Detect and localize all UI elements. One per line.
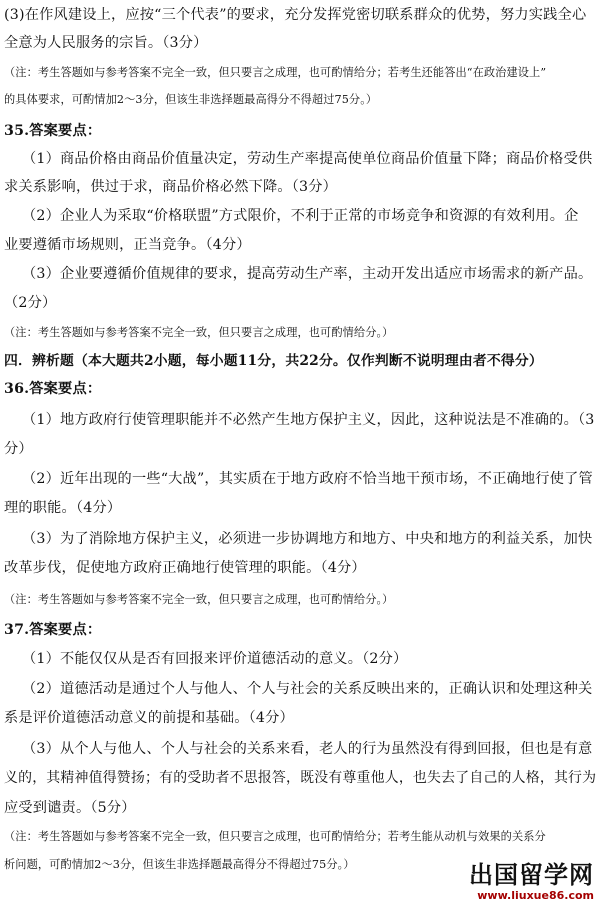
- note-34-line-2: 的具体要求，可酌情加2～3分，但该生非选择题最高得分不得超过75分。）: [4, 93, 378, 106]
- answer-37-3-line-1: （3）从个人与他人、个人与社会的关系来看，老人的行为虽然没有得到回报，但也是有意: [22, 741, 593, 757]
- note-37-line-1: （注：考生答题如与参考答案不完全一致，但只要言之成理，也可酌情给分；若考生能从动机与效果的关系分: [4, 830, 546, 843]
- question-35-heading: 35.答案要点：: [4, 123, 102, 139]
- answer-35-3-line-2: （2分）: [4, 295, 57, 311]
- answer-34-3-line-2: 全意为人民服务的宗旨。（3分）: [4, 35, 208, 51]
- section-4-heading: 四．辨析题（本大题共2小题，每小题11分，共22分。仅作判断不说明理由者不得分）: [4, 353, 543, 369]
- answer-37-2-line-2: 系是评价道德活动意义的前提和基础。（4分）: [4, 710, 294, 726]
- answer-37-1: （1）不能仅仅从是否有回报来评价道德活动的意义。（2分）: [22, 651, 408, 667]
- answer-34-3-line-1: (3)在作风建设上，应按“三个代表”的要求，充分发挥党密切联系群众的优势，努力实践全心: [4, 7, 587, 23]
- answer-36-3-line-2: 改革步伐，促使地方政府正确地行使管理的职能。（4分）: [4, 560, 366, 576]
- question-36-heading: 36.答案要点：: [4, 381, 102, 397]
- answer-35-1-line-2: 求关系影响，供过于求，商品价格必然下降。（3分）: [4, 179, 338, 195]
- answer-36-3-line-1: （3）为了消除地方保护主义，必须进一步协调地方和地方、中央和地方的利益关系，加快: [22, 531, 593, 547]
- answer-36-1-line-2: 分）: [4, 441, 33, 457]
- answer-35-1-line-1: （1）商品价格由商品价值量决定，劳动生产率提高使单位商品价值量下降；商品价格受供: [22, 151, 593, 167]
- note-35: （注：考生答题如与参考答案不完全一致，但只要言之成理，也可酌情给分。）: [4, 326, 394, 339]
- question-37-heading: 37.答案要点：: [4, 622, 102, 638]
- answer-35-2-line-2: 业要遵循市场规则，正当竞争。（4分）: [4, 237, 251, 253]
- site-watermark: [469, 861, 594, 902]
- watermark-name: 出国留学网: [469, 861, 594, 889]
- answer-37-3-line-3: 应受到谴责。（5分）: [4, 800, 136, 816]
- answer-36-1-line-1: （1）地方政府行使管理职能并不必然产生地方保护主义，因此，这种说法是不准确的。（3: [22, 412, 595, 428]
- answer-37-2-line-1: （2）道德活动是通过个人与他人、个人与社会的关系反映出来的，正确认识和处理这种关: [22, 681, 593, 697]
- watermark-url: www.liuxue86.com: [477, 889, 594, 902]
- answer-37-3-line-2: 义的，其精神值得赞扬；有的受助者不思报答，既没有尊重他人，也失去了自己的人格，其行为: [4, 770, 597, 786]
- note-36: （注：考生答题如与参考答案不完全一致，但只要言之成理，也可酌情给分。）: [4, 593, 394, 606]
- answer-35-3-line-1: （3）企业要遵循价值规律的要求，提高劳动生产率，主动开发出适应市场需求的新产品。: [22, 266, 593, 282]
- answer-36-2-line-2: 理的职能。（4分）: [4, 500, 122, 516]
- answer-36-2-line-1: （2）近年出现的一些“大战”，其实质在于地方政府不恰当地干预市场，不正确地行使了管: [22, 471, 593, 487]
- answer-35-2-line-1: （2）企业人为采取“价格联盟”方式限价，不利于正常的市场竞争和资源的有效利用。企: [22, 208, 579, 224]
- note-37-line-2: 析问题，可酌情加2～3分，但该生非选择题最高得分不得超过75分。）: [4, 858, 355, 871]
- note-34-line-1: （注：考生答题如与参考答案不完全一致，但只要言之成理，也可酌情给分；若考生还能答出“在政治建设上”: [4, 66, 547, 79]
